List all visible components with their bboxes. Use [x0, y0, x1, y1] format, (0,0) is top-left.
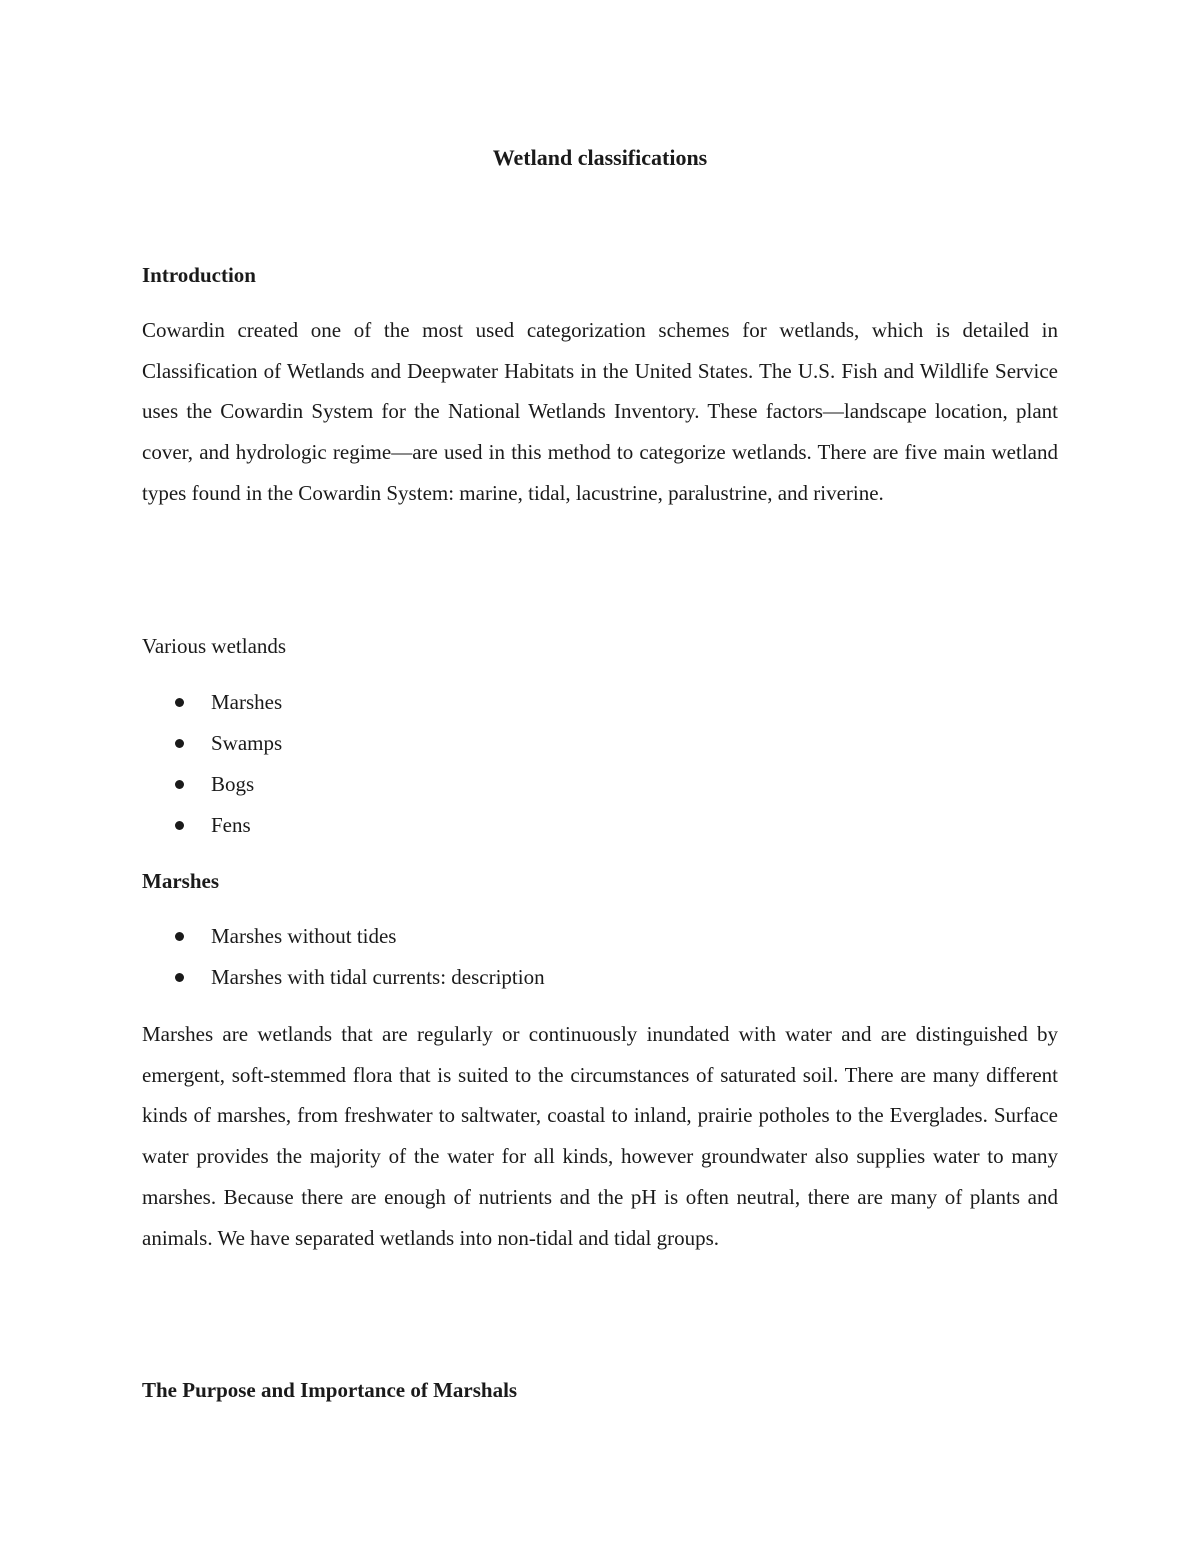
bullet-icon: [175, 973, 184, 982]
list-item-label: Marshes without tides: [211, 924, 397, 948]
bullet-icon: [175, 780, 184, 789]
marshes-list: [142, 921, 545, 1003]
introduction-paragraph: Cowardin created one of the most used categorization schemes for wetlands, which is detailed in Classification of Wetlands and Deepwater Habitats in the United States. The U.S. Fish and Wildlife Service uses the Cowardin System for the National Wetlands Inventory. These factors—landscape location, plant cover, and hydrologic regime—are used in this method to categorize wetlands. There are five main wetland types found in the Cowardin System: marine, tidal, lacustrine, paralustrine, and riverine.: [142, 318, 1058, 505]
list-item: [142, 769, 282, 810]
various-wetlands-label: Various wetlands: [142, 634, 287, 658]
marshes-paragraph: Marshes are wetlands that are regularly or continuously inundated with water and are distinguished by emergent, soft-stemmed flora that is suited to the circumstances of saturated soil. There are many different kinds of marshes, from freshwater to saltwater, coastal to inland, prairie potholes to the Everglades. Surface water provides the majority of the water for all kinds, however groundwater also supplies water to many marshes. Because there are enough of nutrients and the pH is often neutral, there are many of plants and animals. We have separated wetlands into non-tidal and tidal groups.: [142, 1022, 1058, 1250]
list-item: [142, 728, 282, 769]
document-title: Wetland classifications: [492, 145, 708, 170]
marshes-heading: Marshes: [142, 869, 219, 893]
list-item-label: Swamps: [211, 731, 283, 755]
list-item: [142, 921, 545, 962]
list-item: [142, 810, 282, 851]
list-item: [142, 687, 282, 728]
list-item-label: Bogs: [211, 772, 255, 796]
bullet-icon: [175, 698, 184, 707]
list-item-label: Fens: [211, 813, 251, 837]
introduction-heading: Introduction: [142, 263, 256, 287]
list-item-label: Marshes: [211, 690, 283, 714]
purpose-heading: The Purpose and Importance of Marshals: [142, 1378, 518, 1402]
list-item-label: Marshes with tidal currents: description: [211, 965, 545, 989]
bullet-icon: [175, 739, 184, 748]
bullet-icon: [175, 821, 184, 830]
bullet-icon: [175, 932, 184, 941]
list-item: [142, 962, 545, 1003]
various-wetlands-list: [142, 687, 282, 851]
